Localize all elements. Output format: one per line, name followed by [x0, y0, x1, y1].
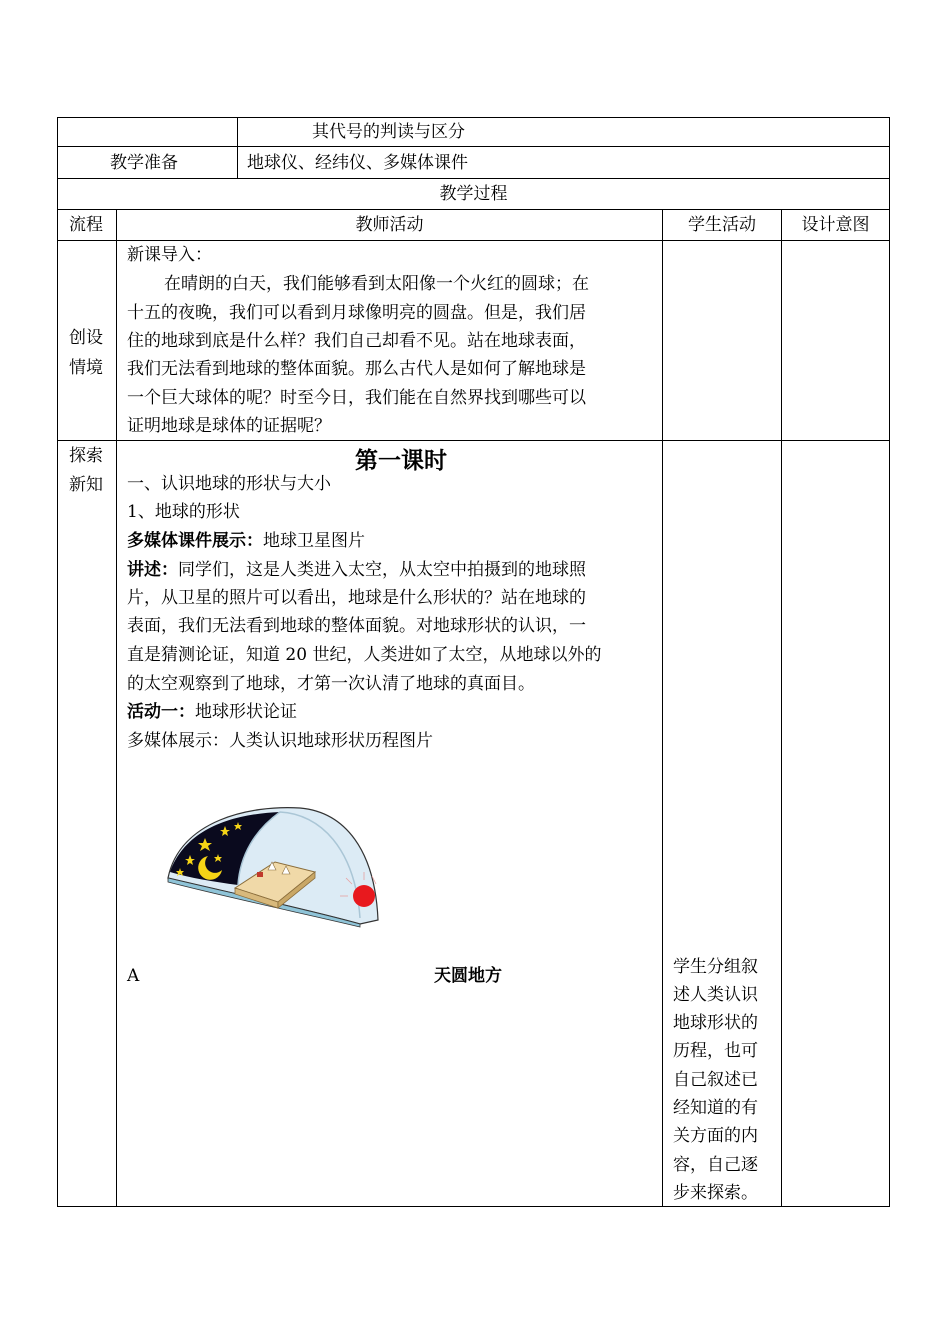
student-line: 步来探索。 — [673, 1183, 758, 1203]
subheading-2: 1、地球的形状 — [127, 502, 240, 522]
media-line — [127, 531, 365, 551]
activity-label: 活动一： — [127, 702, 195, 722]
flow-label-line: 创设 — [69, 328, 103, 348]
media-value: 地球卫星图片 — [263, 531, 365, 551]
figure-letter: A — [127, 966, 140, 986]
table-border — [662, 209, 663, 1207]
flow-label-line: 情境 — [69, 358, 103, 378]
table-border — [57, 146, 890, 147]
student-line: 经知道的有 — [673, 1098, 758, 1118]
lecture-line: 表面，我们无法看到地球的整体面貌。对地球形状的认识，一 — [127, 616, 586, 636]
intro-line: 在晴朗的白天，我们能够看到太阳像一个火红的圆球；在 — [164, 274, 589, 294]
intro-line: 十五的夜晚，我们可以看到月球像明亮的圆盘。但是，我们居 — [127, 303, 586, 323]
table-border — [889, 117, 890, 1207]
flow-label-line: 新知 — [69, 475, 103, 495]
student-line: 容，自己逐 — [673, 1155, 758, 1175]
sun-icon — [353, 885, 375, 907]
intro-line: 我们无法看到地球的整体面貌。那么古代人是如何了解地球是 — [127, 359, 586, 379]
header-student: 学生活动 — [688, 215, 756, 235]
figure-caption: 天圆地方 — [434, 966, 502, 986]
table-border — [57, 240, 890, 241]
table-border — [57, 209, 890, 210]
lecture-label: 讲述： — [127, 560, 178, 580]
activity-line — [127, 702, 297, 722]
activity-value: 地球形状论证 — [195, 702, 297, 722]
header-design: 设计意图 — [801, 215, 870, 235]
intro-label: 新课导入： — [127, 245, 212, 265]
lesson-heading: 第一课时 — [355, 448, 447, 474]
table-border — [57, 1206, 890, 1207]
prep-label: 教学准备 — [110, 153, 178, 173]
media-label: 多媒体课件展示： — [127, 531, 263, 551]
student-line: 自己叙述已 — [673, 1070, 758, 1090]
table-border — [57, 440, 890, 441]
table-border — [57, 178, 890, 179]
header-teacher: 教师活动 — [355, 215, 424, 235]
table-border — [57, 117, 890, 118]
process-title: 教学过程 — [439, 184, 508, 204]
lecture-line: 的太空观察到了地球，才第一次认清了地球的真面目。 — [127, 674, 535, 694]
table-border — [781, 209, 782, 1207]
lecture-text: 同学们，这是人类进入太空，从太空中拍摄到的地球照 — [178, 560, 586, 580]
intro-line: 住的地球到底是什么样？我们自己却看不见。站在地球表面， — [127, 331, 586, 351]
intro-line: 一个巨大球体的呢？时至今日，我们能在自然界找到哪些可以 — [127, 388, 586, 408]
student-line: 地球形状的 — [673, 1013, 758, 1033]
lecture-line: 直是猜测论证，知道 20 世纪，人类进如了太空，从地球以外的 — [127, 645, 602, 665]
student-line: 述人类认识 — [673, 985, 758, 1005]
media2-line: 多媒体展示：人类认识地球形状历程图片 — [127, 731, 433, 751]
dome-illustration — [160, 800, 390, 930]
lecture-line: 片，从卫星的照片可以看出，地球是什么形状的？站在地球的 — [127, 588, 586, 608]
prep-value: 地球仪、经纬仪、多媒体课件 — [247, 153, 468, 173]
topic-text: 其代号的判读与区分 — [312, 122, 465, 142]
table-border — [116, 209, 117, 1207]
header-flow: 流程 — [69, 215, 103, 235]
table-border — [57, 117, 58, 1207]
student-line: 历程，也可 — [673, 1041, 758, 1061]
table-border — [237, 117, 238, 179]
lecture-line — [127, 560, 586, 580]
flow-label-line: 探索 — [69, 446, 103, 466]
student-line: 学生分组叙 — [673, 957, 758, 977]
student-line: 关方面的内 — [673, 1126, 758, 1146]
intro-line: 证明地球是球体的证据呢？ — [127, 416, 331, 436]
subheading-1: 一、认识地球的形状与大小 — [127, 474, 331, 494]
